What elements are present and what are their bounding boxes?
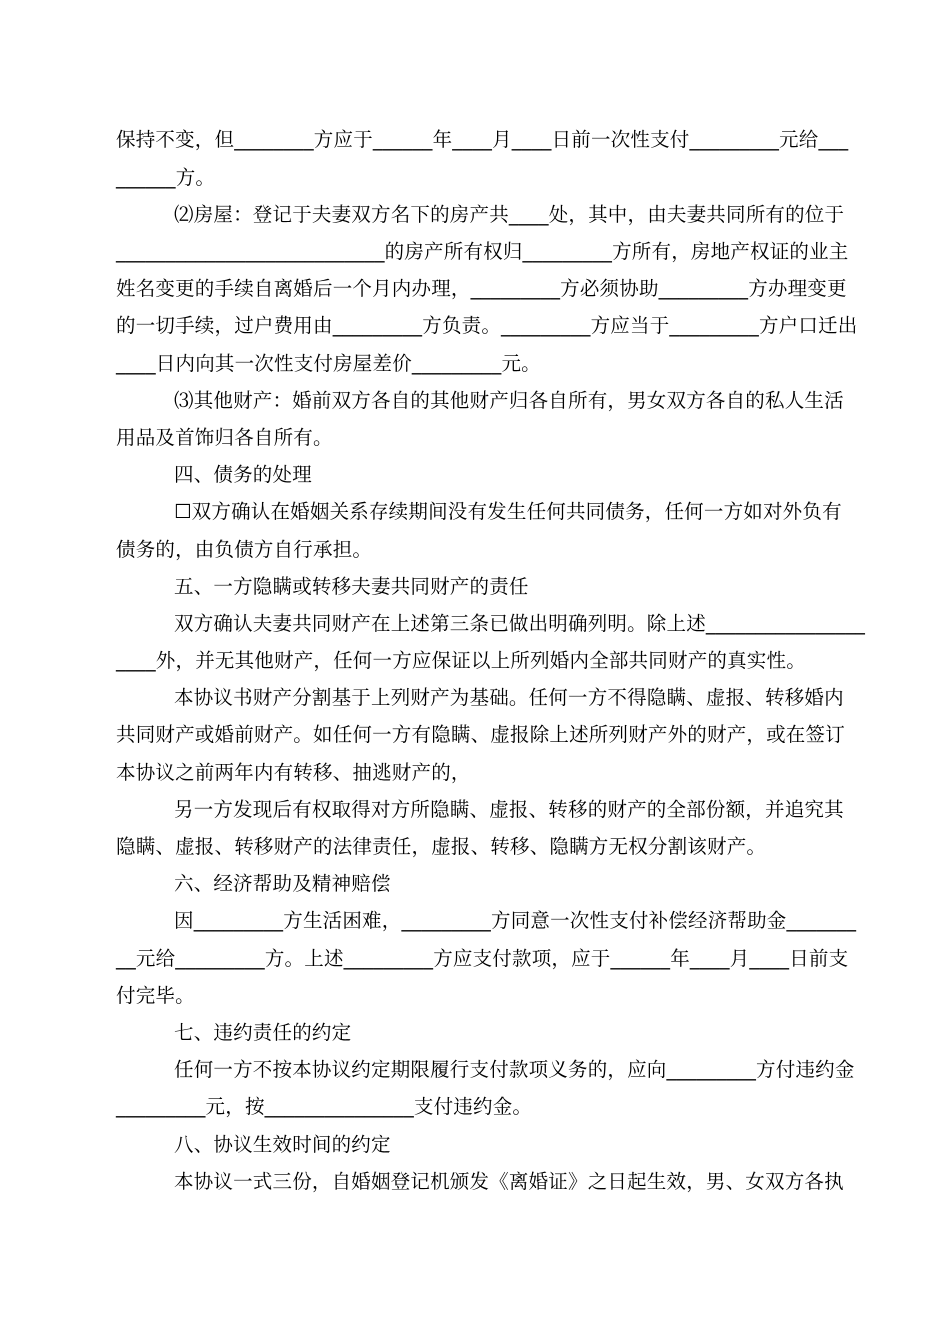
text-line: 债务的，由负债方自行承担。 [116,538,373,561]
text-line: 因_________方生活困难，_________方同意一次性支付补偿经济帮助金_______ [174,909,857,932]
text-line: 用品及首饰归各自所有。 [116,426,333,449]
section-heading-effective-date: 八、协议生效时间的约定 [174,1133,391,1156]
section-heading-breach: 七、违约责任的约定 [174,1021,352,1044]
text-line: 另一方发现后有权取得对方所隐瞒、虚报、转移的财产的全部份额，并追究其 [174,798,844,821]
text-line: ⑶其他财产：婚前双方各自的其他财产归各自所有，男女双方各自的私人生活 [174,389,844,412]
text-line: 保持不变，但________方应于______年____月____日前一次性支付_________元给___ [116,128,849,151]
section-heading-debts: 四、债务的处理 [174,463,312,486]
text-line: 本协议之前两年内有转移、抽逃财产的， [116,761,471,784]
text-line: 本协议书财产分割基于上列财产为基础。任何一方不得隐瞒、虚报、转移婚内 [174,686,844,709]
text-line: 隐瞒、虚报、转移财产的法律责任，虚报、转移、隐瞒方无权分割该财产。 [116,835,767,858]
text-line: __元给_________方。上述_________方应支付款项，应于______年____月____日前支 [116,947,849,970]
text-line: 任何一方不按本协议约定期限履行支付款项义务的，应向_________方付违约金 [174,1058,855,1081]
text-line: 的一切手续，过户费用由_________方负责。_________方应当于_________方户口迁出 [116,314,858,337]
text-line: 共同财产或婚前财产。如任何一方有隐瞒、虚报除上述所列财产外的财产，或在签订 [116,723,845,746]
text-line: _________元，按_______________支付违约金。 [116,1095,533,1118]
text-line: 姓名变更的手续自离婚后一个月内办理，_________方必须协助_________方办理变更 [116,277,847,300]
text-line: ☐双方确认在婚姻关系存续期间没有发生任何共同债务，任何一方如对外负有 [174,500,842,523]
text-line: 双方确认夫妻共同财产在上述第三条已做出明确列明。除上述________________ [174,612,866,635]
text-line: ____日内向其一次性支付房屋差价_________元。 [116,352,541,375]
text-line: ⑵房屋：登记于夫妻双方名下的房产共____处，其中，由夫妻共同所有的位于 [174,203,845,226]
text-line: ____外，并无其他财产，任何一方应保证以上所列婚内全部共同财产的真实性。 [116,649,806,672]
text-line: ______方。 [116,166,216,189]
text-line: ___________________________的房产所有权归_________方所有，房地产权证的业主 [116,240,849,263]
section-heading-economic-help: 六、经济帮助及精神赔偿 [174,872,391,895]
text-line: 付完毕。 [116,984,195,1007]
text-line: 本协议一式三份，自婚姻登记机颁发《离婚证》之日起生效，男、女双方各执 [174,1170,844,1193]
section-heading-concealment: 五、一方隐瞒或转移夫妻共同财产的责任 [174,575,529,598]
